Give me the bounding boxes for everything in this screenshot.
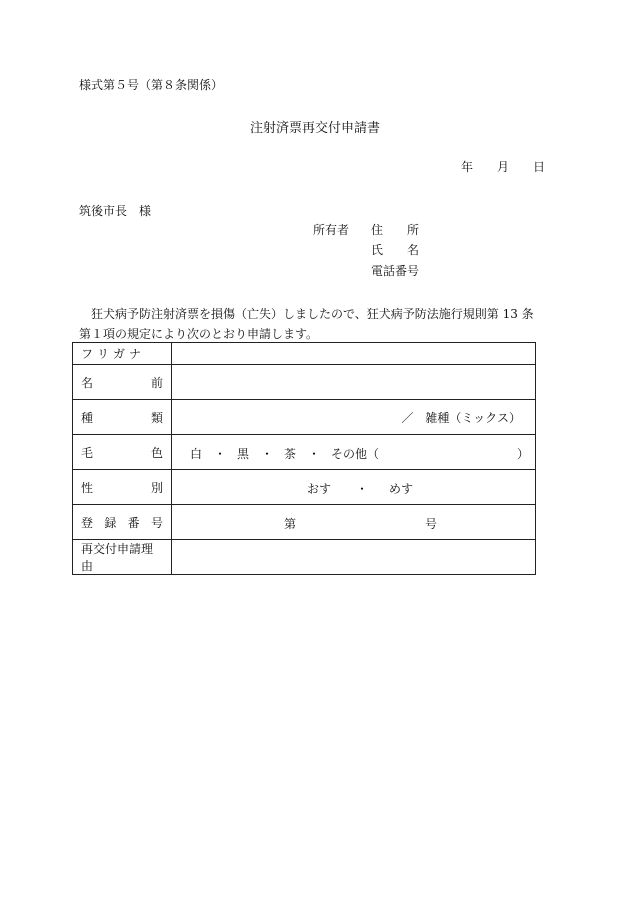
sex-male-option[interactable]: おす <box>307 482 332 496</box>
phone-label: 電話番号 <box>371 264 420 278</box>
label-registration-number <box>73 505 172 540</box>
breed-mixed-option: ／ 雑種（ミックス） <box>401 410 521 425</box>
table-row-furigana <box>73 343 536 365</box>
separator-dot: ・ <box>214 447 227 461</box>
sex-field[interactable] <box>172 470 536 505</box>
label-name <box>73 365 172 400</box>
label-char: 毛 <box>81 445 94 460</box>
address-label-1: 住 <box>371 223 384 237</box>
label-char: 番 <box>127 515 140 530</box>
label-reissue-reason: 再交付申請理由 <box>73 540 172 575</box>
reissue-reason-field[interactable] <box>172 540 536 575</box>
application-form-table <box>72 342 536 575</box>
label-sex <box>73 470 172 505</box>
table-row-coat-color <box>73 435 536 470</box>
separator-dot: ・ <box>261 447 274 461</box>
label-char: 登 <box>81 515 94 530</box>
sex-female-option[interactable]: めす <box>389 482 414 496</box>
label-char: リ <box>96 347 109 361</box>
label-char: 前 <box>150 375 163 390</box>
table-row-sex <box>73 470 536 505</box>
date-day: 日 <box>533 160 546 174</box>
color-other-close-paren: ） <box>517 447 530 461</box>
label-coat-color <box>73 435 172 470</box>
coat-color-field[interactable] <box>172 435 536 470</box>
owner-label: 所有者 <box>313 223 350 237</box>
separator-dot: ・ <box>308 447 321 461</box>
table-row-name <box>73 365 536 400</box>
registration-suffix: 号 <box>425 517 438 531</box>
color-white-option[interactable]: 白 <box>190 447 203 461</box>
label-char: ガ <box>112 347 125 361</box>
form-number: 様式第５号（第８条関係） <box>79 78 224 92</box>
furigana-field[interactable] <box>172 343 536 365</box>
color-black-option[interactable]: 黒 <box>237 447 250 461</box>
table-row-reissue-reason <box>73 540 536 575</box>
name-field[interactable] <box>172 365 536 400</box>
addressee: 筑後市長 様 <box>79 204 152 218</box>
table-row-breed <box>73 400 536 435</box>
label-char: フ <box>81 347 94 361</box>
label-char: 種 <box>81 410 94 425</box>
color-other-option[interactable]: その他（ <box>331 447 380 461</box>
separator-dot: ・ <box>356 482 369 496</box>
label-char: 別 <box>150 480 163 495</box>
date-month: 月 <box>497 160 510 174</box>
label-furigana <box>73 343 172 365</box>
label-char: 類 <box>150 410 163 425</box>
label-char: 性 <box>81 480 94 495</box>
label-char: 色 <box>150 445 163 460</box>
label-char: 名 <box>81 375 94 390</box>
document-title: 注射済票再交付申請書 <box>249 121 380 136</box>
label-char: 号 <box>150 515 163 530</box>
label-char: ナ <box>128 347 141 361</box>
date-year: 年 <box>461 160 474 174</box>
label-char: 録 <box>104 515 117 530</box>
table-row-registration-number <box>73 505 536 540</box>
registration-prefix: 第 <box>284 517 297 531</box>
name-label-1: 氏 <box>371 243 384 257</box>
address-label-2: 所 <box>407 223 420 237</box>
label-breed <box>73 400 172 435</box>
registration-number-field[interactable] <box>172 505 536 540</box>
body-text: 狂犬病予防注射済票を損傷（亡失）しましたので、狂犬病予防法施行規則第 13 条第１項の規定により次のとおり申請します。 <box>79 307 534 341</box>
color-brown-option[interactable]: 茶 <box>284 447 297 461</box>
breed-field[interactable] <box>172 400 536 435</box>
name-label-2: 名 <box>407 243 420 257</box>
